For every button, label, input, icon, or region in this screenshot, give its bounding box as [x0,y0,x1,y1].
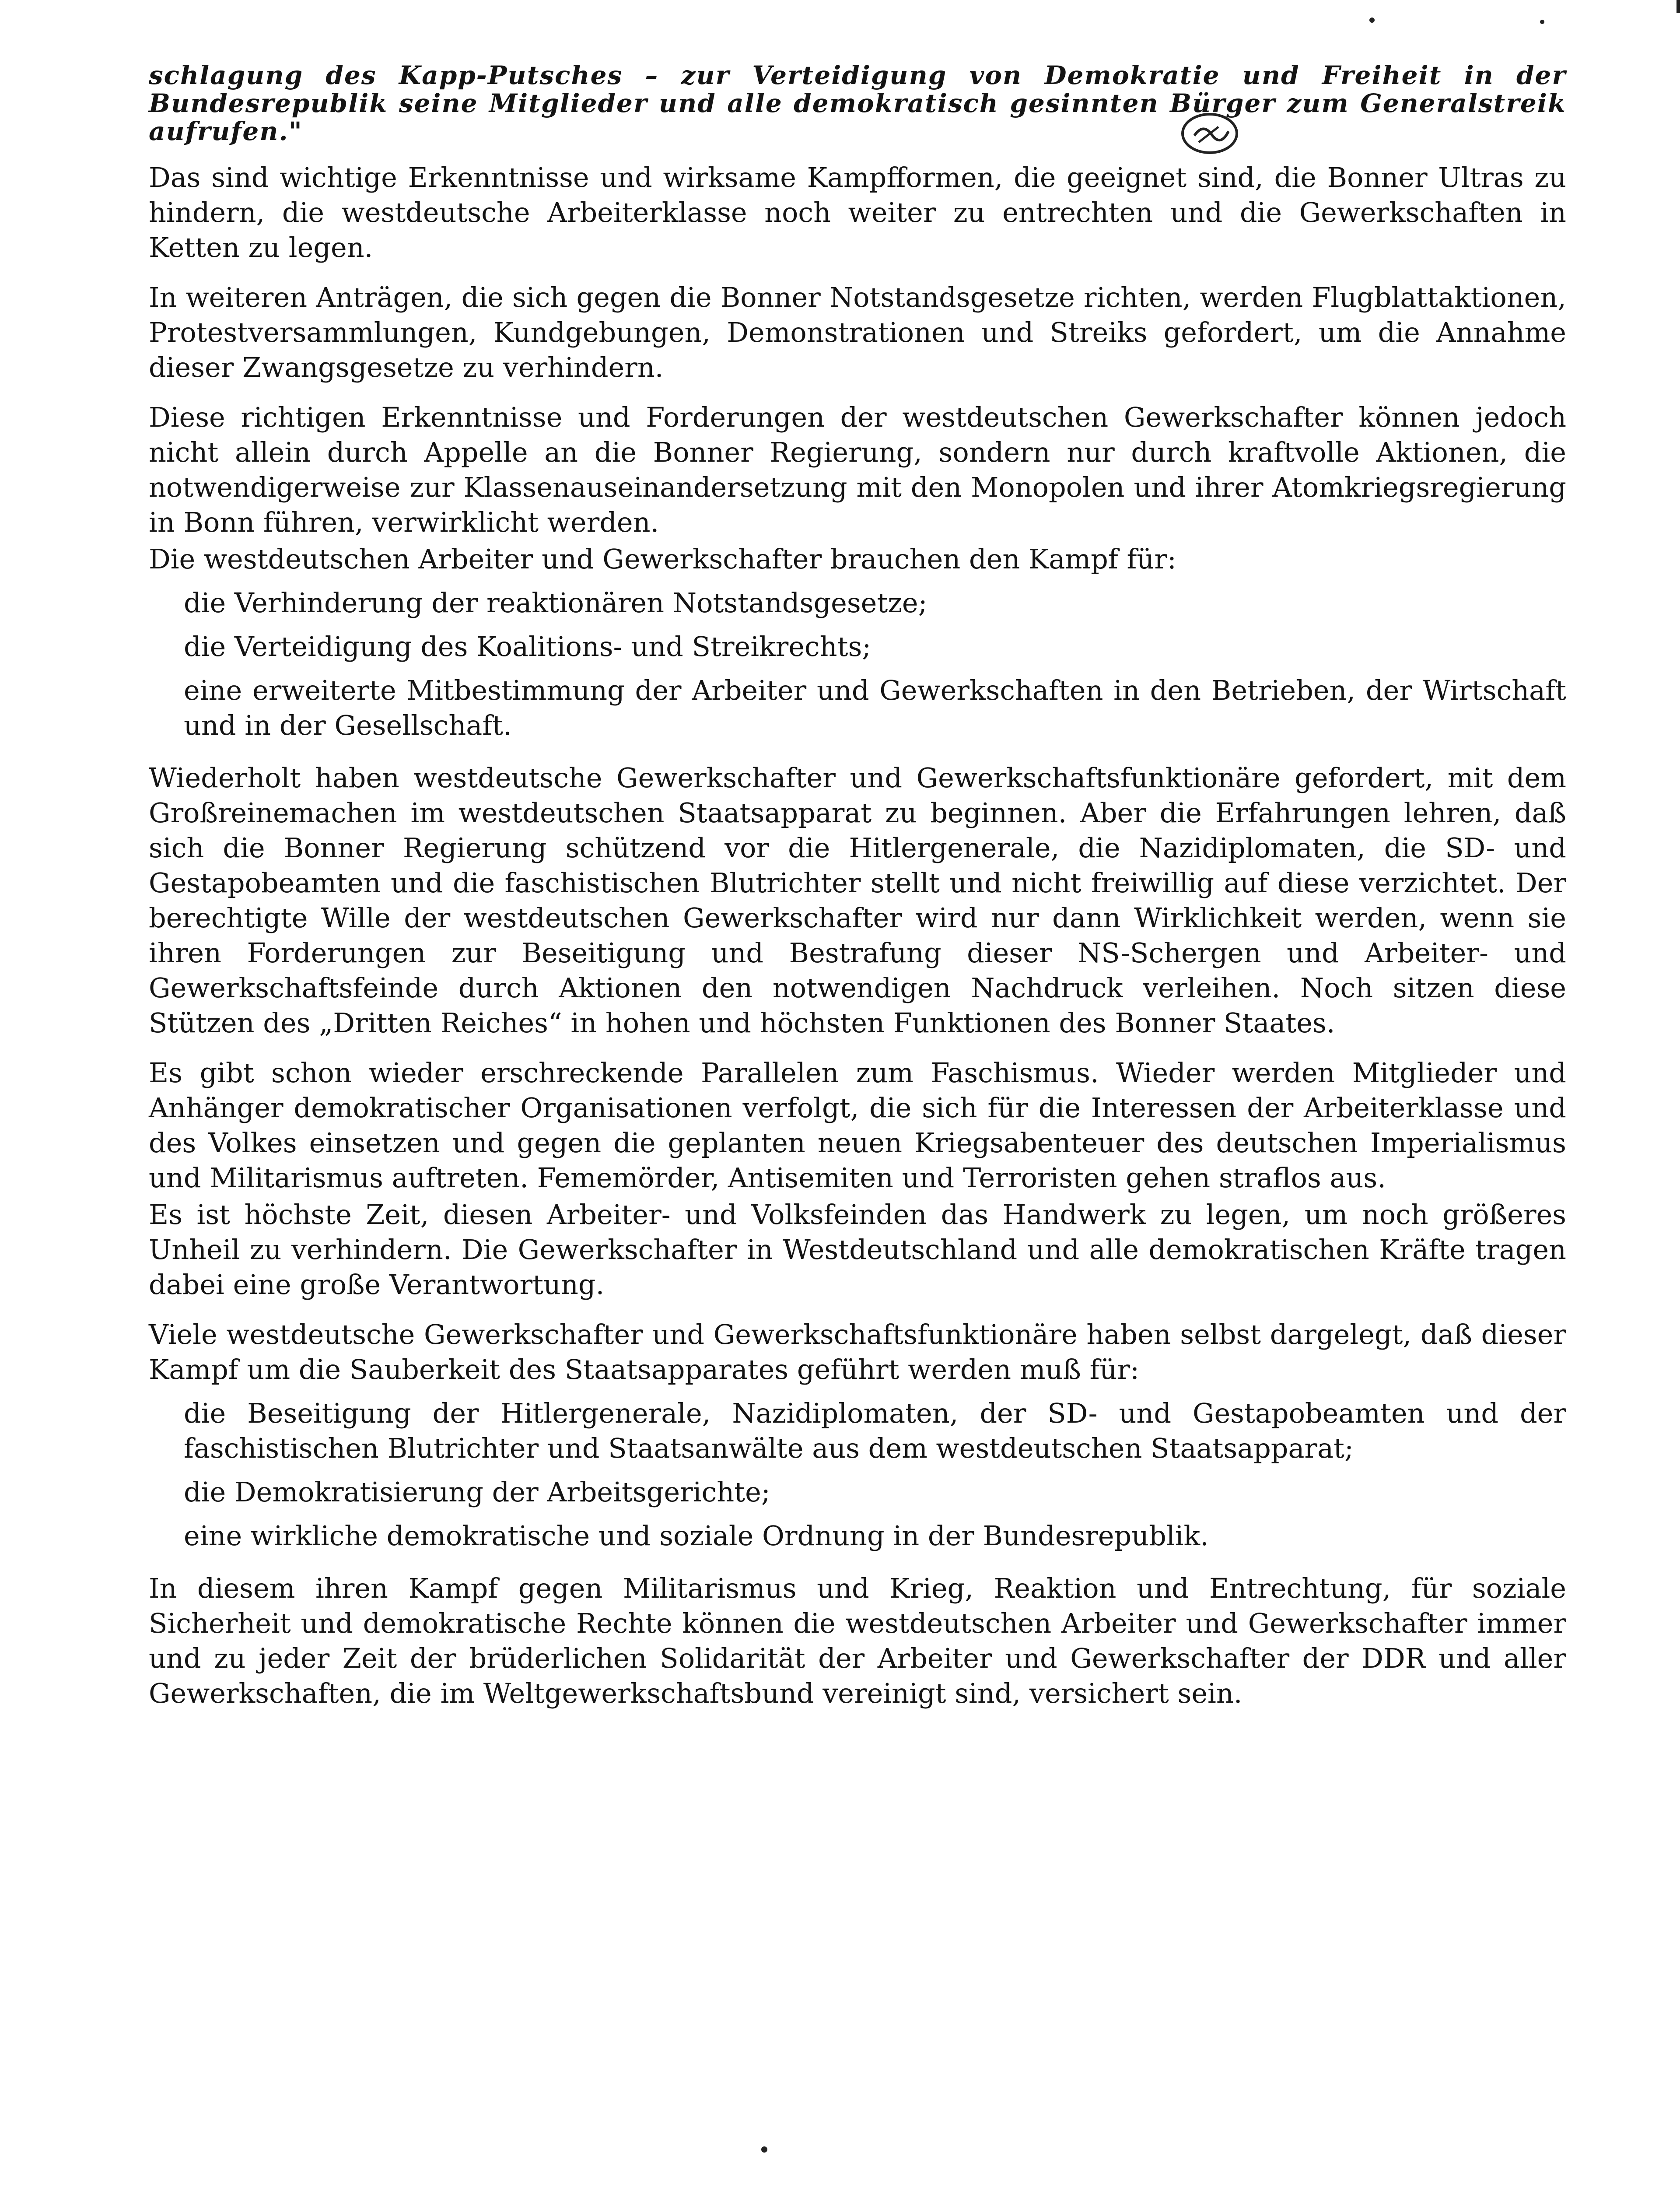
paragraph-2: In weiteren Anträgen, die sich gegen die Bonner Notstandsgesetze richten, werden Flugblattaktionen, Protestversammlungen, Kundgebungen, Demonstrationen und Streiks gefordert, um die Annahme dieser Zwangsgesetze zu verhindern. [149,281,1566,383]
list-item: eine wirkliche demokratische und soziale Ordnung in der Bundesrepublik. [184,1520,1209,1552]
paragraph-4: Die westdeutschen Arbeiter und Gewerkschafter brauchen den Kampf für: [149,543,1176,575]
scan-speck [1540,20,1544,24]
scan-edge-mark [1676,0,1680,13]
list-item: die Verteidigung des Koalitions- und Streikrechts; [184,631,872,663]
list-item: die Demokratisierung der Arbeitsgerichte; [184,1476,770,1508]
paragraph-1: Das sind wichtige Erkenntnisse und wirksame Kampfformen, die geeignet sind, die Bonner Ultras zu hindern, die westdeutsche Arbeiterklasse noch weiter zu entrechten und die Gewerkschaften in Ketten zu legen. [149,161,1566,263]
scan-speck [761,2146,767,2153]
demands-list-1 [184,586,1566,743]
paragraph-5: Wiederholt haben westdeutsche Gewerkschafter und Gewerkschaftsfunktionäre gefordert, mit dem Großreinemachen im westdeutschen Staatsapparat zu beginnen. Aber die Erfahrungen lehren, daß sich die Bonner Regierung schützend vor die Hitlergenerale, die Nazidiplomaten, die SD- und Gestapobeamten und die faschistischen Blutrichter stellt und nicht freiwillig auf diese verzichtet. Der berechtigte Wille der westdeutschen Gewerkschafter wird nur dann Wirklichkeit werden, wenn sie ihren Forderungen zur Beseitigung und Bestrafung dieser NS-Schergen und Arbeiter- und Gewerkschaftsfeinde durch Aktionen den notwendigen Nachdruck verleihen. Noch sitzen diese Stützen des „Dritten Reiches“ in hohen und höchsten Funktionen des Bonner Staates. [149,762,1566,1039]
closing-paragraph: In diesem ihren Kampf gegen Militarismus und Krieg, Reaktion und Entrechtung, für soziale Sicherheit und demokratische Rechte können die westdeutschen Arbeiter und Gewerkschafter immer und zu jeder Zeit der brüderlichen Solidarität der Arbeiter und Gewerkschafter der DDR und aller Gewerkschaften, die im Weltgewerkschaftsbund vereinigt sind, versichert sein. [149,1572,1566,1709]
list-item: eine erweiterte Mitbestimmung der Arbeiter und Gewerkschaften in den Betrieben, der Wirtschaft und in der Gesellschaft. [184,674,1566,741]
paragraph-6: Es gibt schon wieder erschreckende Parallelen zum Faschismus. Wieder werden Mitglieder und Anhänger demokratischer Organisationen verfolgt, die sich für die Interessen der Arbeiterklasse und des Volkes einsetzen und gegen die geplanten neuen Kriegsabenteuer des deutschen Imperialismus und Militarismus auftreten. Fememörder, Antisemiten und Terroristen gehen straflos aus. [149,1057,1566,1194]
scan-speck [1369,18,1375,23]
list-item: die Beseitigung der Hitlergenerale, Nazidiplomaten, der SD- und Gestapobeamten und der faschistischen Blutrichter und Staatsanwälte aus dem westdeutschen Staatsapparat; [184,1397,1566,1464]
demands-list-2 [184,1396,1566,1553]
paragraph-8: Viele westdeutsche Gewerkschafter und Gewerkschaftsfunktionäre haben selbst dargelegt, daß dieser Kampf um die Sauberkeit des Staatsapparates geführt werden muß für: [149,1318,1566,1385]
quoted-resolution-text: schlagung des Kapp-Putsches – zur Verteidigung von Demokratie und Freiheit in der Bundesrepublik seine Mitglieder und alle demokratisch gesinnten Bürger zum Generalstreik aufrufen." [149,60,1566,146]
paragraph-7: Es ist höchste Zeit, diesen Arbeiter- und Volksfeinden das Handwerk zu legen, um noch größeres Unheil zu verhindern. Die Gewerkschafter in Westdeutschland und alle demokratischen Kräfte tragen dabei eine große Verantwortung. [149,1199,1566,1301]
document-body [149,61,1566,1726]
paragraph-3: Diese richtigen Erkenntnisse und Forderungen der westdeutschen Gewerkschafter können jedoch nicht allein durch Appelle an die Bonner Regierung, sondern nur durch kraftvolle Aktionen, die notwendigerweise zur Klassenauseinandersetzung mit den Monopolen und ihrer Atomkriegsregierung in Bonn führen, verwirklicht werden. [149,401,1566,538]
list-item: die Verhinderung der reaktionären Notstandsgesetze; [184,587,928,619]
